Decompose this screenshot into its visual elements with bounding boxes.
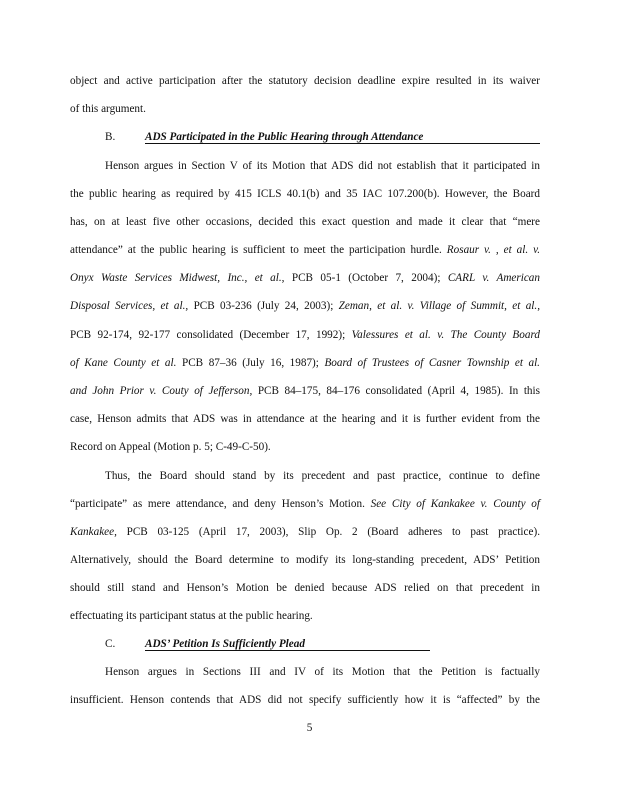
body-line (70, 553, 540, 567)
section-letter: C. (105, 638, 116, 650)
body-line (70, 356, 540, 370)
text-run: PCB 03-125 (April 17, 2003), Slip Op. 2 (Board adheres to past practice). (116, 526, 540, 538)
body-line (70, 497, 540, 511)
section-letter: B. (105, 131, 116, 143)
body-line (70, 412, 540, 426)
italic-run: and John Prior v. Couty of Jefferson, (70, 385, 253, 397)
italic-run: CARL v. American (447, 272, 540, 284)
page-number: 5 (306, 722, 313, 734)
body-line (70, 215, 540, 229)
body-line (105, 665, 540, 679)
text-run: should still stand and Henson’s Motion be denied because ADS relied on that precedent in (70, 582, 540, 594)
section-title: ADS Participated in the Public Hearing through Attendance (145, 131, 424, 143)
italic-run: Board of Trustees of Casner Township et al. (324, 357, 540, 369)
body-line (70, 271, 540, 285)
text-run: Henson argues in Section V of its Motion that ADS did not establish that it participated in (105, 160, 540, 172)
body-line (70, 440, 540, 454)
body-line (70, 609, 540, 623)
heading-underline (145, 650, 430, 651)
text-run: Thus, the Board should stand by its precedent and past practice, continue to define (105, 470, 540, 482)
text-run: effectuating its participant status at the public hearing. (70, 610, 313, 622)
section-title: ADS’ Petition Is Sufficiently Plead (145, 638, 305, 650)
italic-run: Kankakee, (70, 526, 117, 538)
body-line (70, 525, 540, 539)
italic-run: Rosaur v. , et al. v. (446, 244, 541, 256)
text-run: insufficient. Henson contends that ADS did not specify sufficiently how it is “affected” by the (70, 694, 540, 706)
body-line (105, 469, 540, 483)
italic-run: of Kane County et al. (70, 357, 177, 369)
body-line (70, 299, 540, 313)
text-run: has, on at least five other occasions, decided this exact question and made it clear that “mere (70, 216, 540, 228)
body-line (70, 384, 540, 398)
text-run: case, Henson admits that ADS was in attendance at the hearing and it is further evident from the (70, 413, 540, 425)
body-line (70, 243, 540, 257)
italic-run: See City of Kankakee v. County of (370, 498, 540, 510)
body-line (70, 74, 540, 88)
body-line (70, 693, 540, 707)
text-run: attendance” at the public hearing is sufficient to meet the participation hurdle. (70, 244, 447, 256)
text-run: “participate” as mere attendance, and deny Henson’s Motion. (70, 498, 371, 510)
text-run: object and active participation after the statutory decision deadline expire resulted in its waiver (70, 75, 540, 87)
heading-underline (145, 143, 540, 144)
text-run: PCB 03-236 (July 24, 2003); (188, 300, 339, 312)
text-run: Record on Appeal (Motion p. 5; C-49-C-50). (70, 441, 271, 453)
text-run: Alternatively, should the Board determine to modify its long-standing precedent, ADS’ Petition (70, 554, 540, 566)
text-run: PCB 92-174, 92-177 consolidated (December 17, 1992); (70, 329, 352, 341)
text-run: PCB 84–175, 84–176 consolidated (April 4, 1985). In this (252, 385, 540, 397)
italic-run: Zeman, et al. v. Village of Summit, et al., (338, 300, 540, 312)
body-line (70, 187, 540, 201)
text-run: Henson argues in Sections III and IV of its Motion that the Petition is factually (105, 666, 540, 678)
text-run: the public hearing as required by 415 ICLS 40.1(b) and 35 IAC 107.200(b). However, the Board (70, 188, 540, 200)
body-line (70, 102, 540, 116)
body-line (70, 328, 540, 342)
text-run: of this argument. (70, 103, 146, 115)
italic-run: Valessures et al. v. The County Board (351, 329, 540, 341)
body-line (105, 159, 540, 173)
text-run: PCB 87–36 (July 16, 1987); (176, 357, 325, 369)
italic-run: Disposal Services, et al., (70, 300, 189, 312)
italic-run: Onyx Waste Services Midwest, Inc., et al., (70, 272, 285, 284)
body-line (70, 581, 540, 595)
text-run: PCB 05-1 (October 7, 2004); (284, 272, 448, 284)
